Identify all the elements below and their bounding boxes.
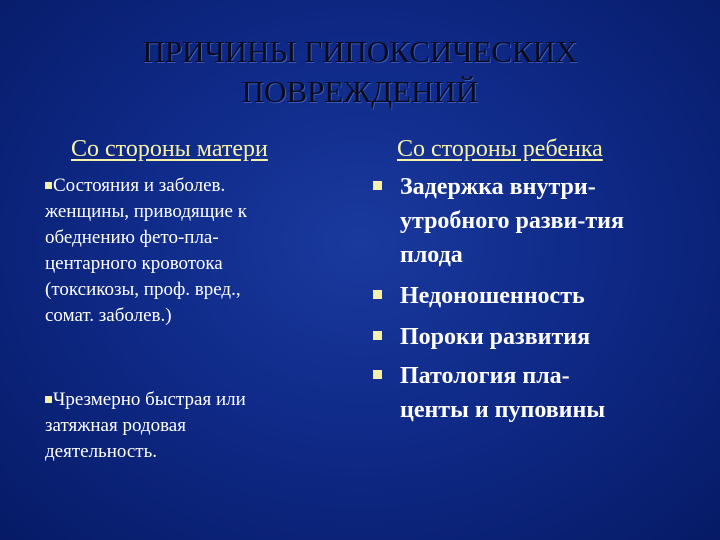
child-cause-item-1 bbox=[373, 170, 703, 272]
title-line-2: ПОВРЕЖДЕНИЙ bbox=[241, 74, 479, 109]
square-bullet-icon bbox=[373, 370, 382, 379]
mother-cause-item-1 bbox=[45, 173, 345, 329]
child-cause-item-3 bbox=[373, 320, 703, 354]
child-cause-4-line-2: центы и пуповины bbox=[400, 397, 606, 423]
mother-column-heading: Со стороны матери bbox=[71, 136, 268, 162]
child-cause-4-line-1: Патология пла- bbox=[400, 363, 570, 389]
square-bullet-icon bbox=[45, 396, 52, 403]
square-bullet-icon bbox=[373, 331, 382, 340]
square-bullet-icon bbox=[373, 290, 382, 299]
mother-cause-2-line-3: деятельность. bbox=[45, 441, 158, 462]
child-cause-1-line-1: Задержка внутри- bbox=[400, 174, 596, 200]
child-cause-1-line-2: утробного разви-тия bbox=[400, 208, 624, 234]
slide-title bbox=[0, 32, 720, 112]
child-column-heading: Со стороны ребенка bbox=[397, 136, 603, 162]
mother-cause-1-line-2: женщины, приводящие к bbox=[45, 201, 247, 222]
mother-cause-2-line-1: Чрезмерно быстрая или bbox=[53, 389, 246, 410]
mother-cause-1-line-3: обеднению фето-пла- bbox=[45, 227, 219, 248]
child-cause-item-2 bbox=[373, 279, 703, 313]
child-cause-1-line-3: плода bbox=[400, 242, 463, 268]
square-bullet-icon bbox=[45, 182, 52, 189]
child-cause-2-line-1: Недоношенность bbox=[400, 283, 585, 309]
mother-cause-2-line-2: затяжная родовая bbox=[45, 415, 186, 436]
mother-cause-1-line-5: (токсикозы, проф. вред., bbox=[45, 279, 241, 300]
title-line-1: ПРИЧИНЫ ГИПОКСИЧЕСКИХ bbox=[142, 34, 578, 69]
square-bullet-icon bbox=[373, 181, 382, 190]
mother-cause-1-line-4: центарного кровотока bbox=[45, 253, 223, 274]
mother-cause-item-2 bbox=[45, 387, 345, 465]
mother-cause-1-line-1: Состояния и заболев. bbox=[53, 175, 226, 196]
child-cause-3-line-1: Пороки развития bbox=[400, 324, 591, 350]
child-cause-item-4 bbox=[373, 359, 703, 427]
mother-cause-1-line-6: сомат. заболев.) bbox=[45, 305, 172, 326]
